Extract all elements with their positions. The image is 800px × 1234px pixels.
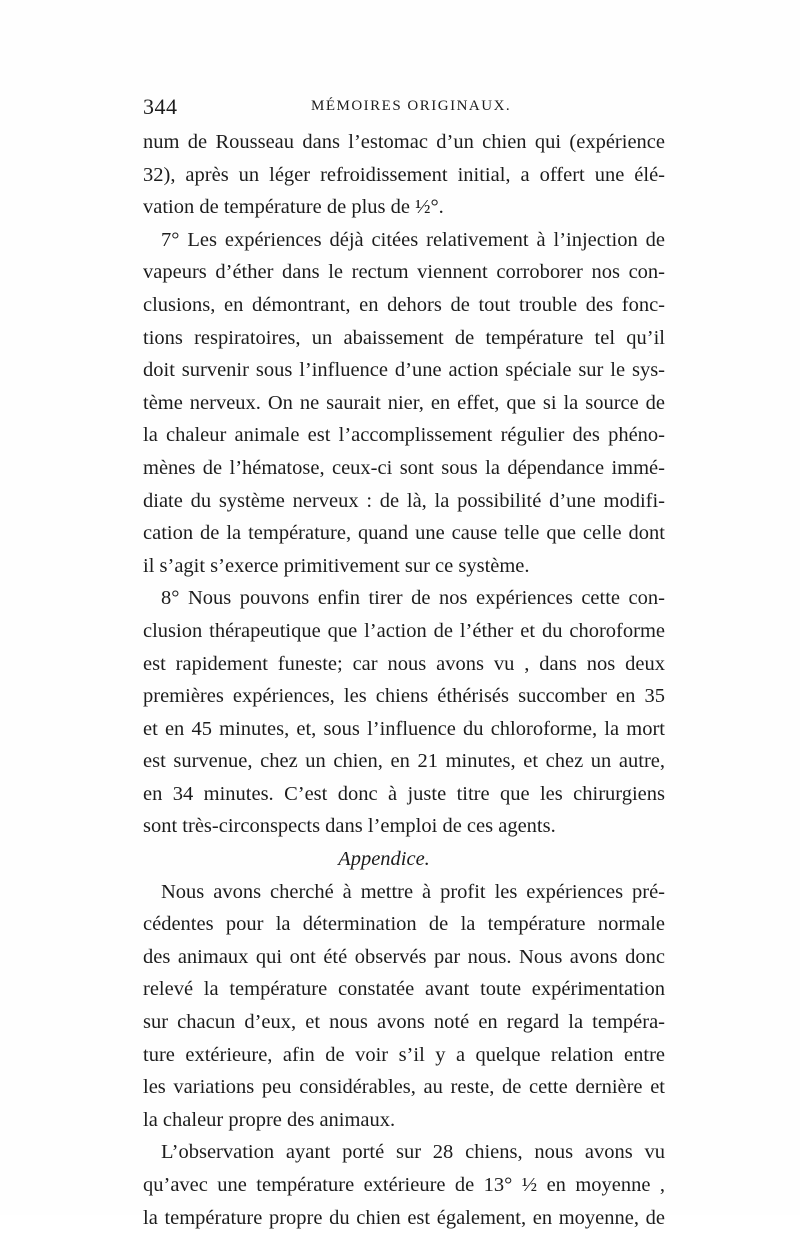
- text-line: est rapidement funeste; car nous avons vu , dans nos deux: [143, 652, 665, 675]
- text-line: 8° Nous pouvons enfin tirer de nos expériences cette con-: [161, 587, 665, 610]
- text-line: et en 45 minutes, et, sous l’influence du chloroforme, la mort: [143, 717, 665, 740]
- text-line: la chaleur propre des animaux.: [143, 1108, 396, 1131]
- text-line: la température propre du chien est également, en moyenne, de: [143, 1206, 665, 1229]
- text-line: cation de la température, quand une cause telle que celle dont: [143, 522, 665, 545]
- text-line: qu’avec une température extérieure de 13° ½ en moyenne ,: [143, 1174, 665, 1196]
- page-header: [143, 94, 665, 124]
- page-number: 344: [143, 94, 178, 119]
- text-line: premières expériences, les chiens éthérisés succomber en 35: [143, 685, 665, 708]
- text-line: les variations peu considérables, au reste, de cette dernière et: [143, 1076, 665, 1099]
- text-line: il s’agit s’exerce primitivement sur ce système.: [143, 554, 530, 577]
- text-line: en 34 minutes. C’est donc à juste titre que les chirurgiens: [143, 782, 665, 805]
- text-line: relevé la température constatée avant toute expérimentation: [143, 978, 665, 1001]
- text-line: ture extérieure, afin de voir s’il y a quelque relation entre: [143, 1043, 665, 1066]
- text-line: mènes de l’hématose, ceux-ci sont sous la dépendance immé-: [143, 456, 665, 479]
- text-line: vation de température de plus de ½°.: [143, 196, 444, 219]
- section-heading: Appendice.: [338, 848, 430, 871]
- text-line: sur chacun d’eux, et nous avons noté en regard la tempéra-: [143, 1011, 665, 1034]
- body-text: [143, 126, 665, 1234]
- text-line: doit survenir sous l’influence d’une action spéciale sur le sys-: [143, 359, 665, 382]
- text-line: 32), après un léger refroidissement initial, a offert une élé-: [143, 163, 665, 186]
- text-line: L’observation ayant porté sur 28 chiens, nous avons vu: [161, 1141, 665, 1164]
- text-line: tème nerveux. On ne saurait nier, en effet, que si la source de: [143, 391, 665, 414]
- text-line: num de Rousseau dans l’estomac d’un chien qui (expérience: [143, 131, 665, 153]
- text-line: tions respiratoires, un abaissement de température tel qu’il: [143, 326, 665, 349]
- text-line: diate du système nerveux : de là, la possibilité d’une modifi-: [143, 489, 665, 512]
- text-line: clusion thérapeutique que l’action de l’éther et du choroforme: [143, 619, 665, 642]
- text-line: la chaleur animale est l’accomplissement régulier des phéno-: [143, 424, 665, 447]
- text-line: des animaux qui ont été observés par nous. Nous avons donc: [143, 945, 665, 968]
- text-line: 7° Les expériences déjà citées relativement à l’injection de: [161, 228, 665, 251]
- text-line: clusions, en démontrant, en dehors de tout trouble des fonc-: [143, 293, 665, 316]
- text-line: Nous avons cherché à mettre à profit les expériences pré-: [161, 880, 665, 903]
- running-title: MÉMOIRES ORIGINAUX.: [311, 98, 512, 114]
- text-line: vapeurs d’éther dans le rectum viennent corroborer nos con-: [143, 261, 665, 284]
- text-line: sont très-circonspects dans l’emploi de ces agents.: [143, 815, 556, 838]
- text-line: cédentes pour la détermination de la température normale: [143, 913, 665, 936]
- text-line: est survenue, chez un chien, en 21 minutes, et chez un autre,: [143, 750, 665, 773]
